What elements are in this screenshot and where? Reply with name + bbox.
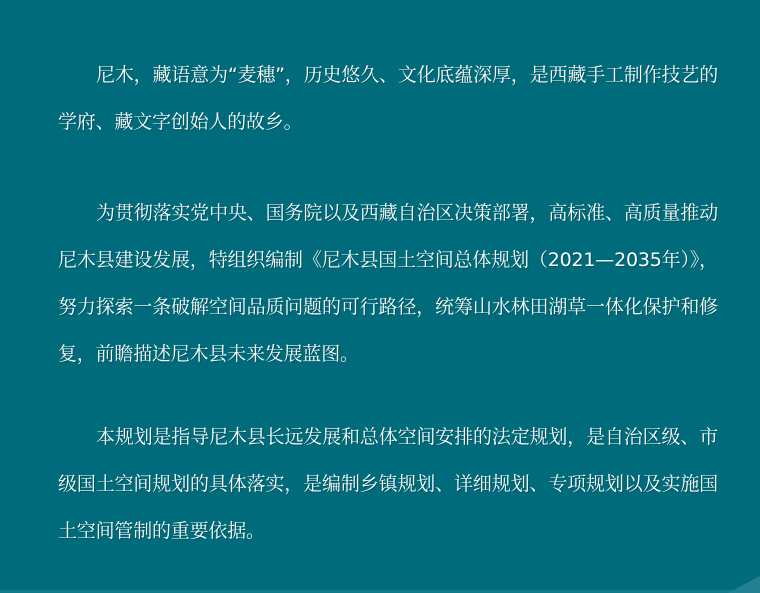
corner-accent-shape [728, 576, 760, 593]
paragraph-intro: 尼木，藏语意为“麦穗”，历史悠久、文化底蕴深厚，是西藏手工制作技艺的学府、藏文字创始人的故乡。 [58, 64, 718, 133]
document-text-block [58, 52, 718, 555]
paragraph-planning-significance: 本规划是指导尼木县长远发展和总体空间安排的法定规划，是自治区级、市级国土空间规划的具体落实，是编制乡镇规划、详细规划、专项规划以及实施国土空间管制的重要依据。 [58, 426, 718, 542]
paragraph-planning-background: 为贯彻落实党中央、国务院以及西藏自治区决策部署，高标准、高质量推动尼木县建设发展，特组织编制《尼木县国土空间总体规划（2021—2035年）》，努力探索一条破解空间品质问题的可行路径，统筹山水林田湖草一体化保护和修复，前瞻描述尼木县未来发展蓝图。 [58, 202, 718, 365]
